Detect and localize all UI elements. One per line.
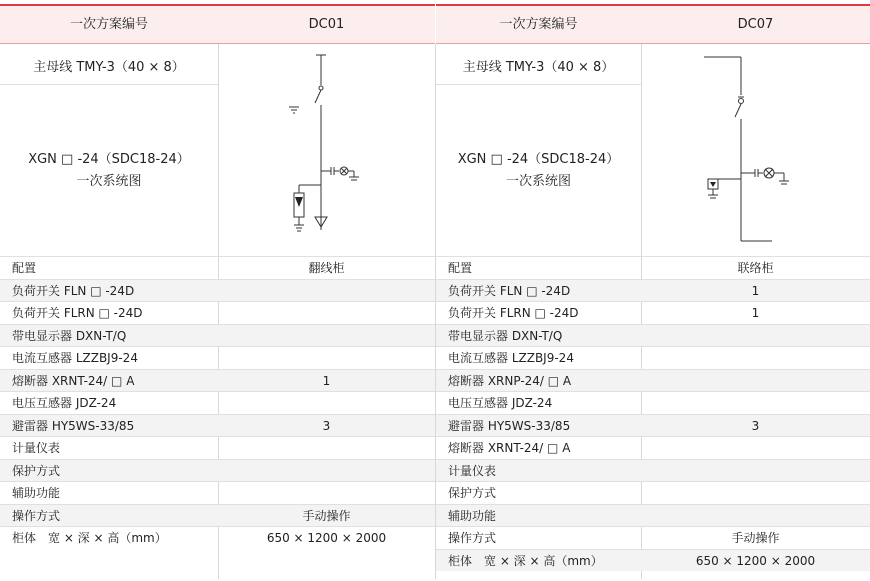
table-row: [0, 459, 435, 481]
row-value: [218, 325, 435, 347]
row-value: 翻线柜: [308, 261, 345, 275]
table-row: [436, 526, 870, 548]
header-bar-right: [436, 4, 870, 44]
row-name: 负荷开关 FLN □ -24D: [448, 283, 571, 298]
row-value: 1: [751, 283, 760, 298]
row-name: 熔断器 XRNT-24/ □ A: [12, 373, 135, 388]
row-name: 电流互感器 LZZBJ9-24: [12, 351, 138, 365]
system-diagram-label-left: 一次系统图: [76, 174, 142, 189]
table-row: [436, 504, 870, 526]
row-value: 1: [751, 306, 760, 320]
header-code-left: DC01: [308, 17, 345, 32]
table-row: [0, 504, 435, 526]
row-name: 计量仪表: [12, 441, 61, 455]
busbar-label-right: 主母线 TMY-3（40 × 8）: [462, 60, 615, 75]
row-value: 3: [751, 418, 760, 433]
row-value: 650 × 1200 × 2000: [695, 553, 816, 568]
row-name: 柜体 宽 × 深 × 高（mm）: [448, 553, 603, 568]
table-row: [0, 436, 435, 458]
row-value: [641, 325, 870, 347]
row-value: 手动操作: [731, 531, 780, 545]
row-name: 避雷器 HY5WS-33/85: [448, 418, 571, 433]
row-name: 负荷开关 FLRN □ -24D: [448, 306, 579, 320]
cabinet-model-left: XGN □ -24（SDC18-24）: [28, 152, 190, 167]
row-value: [641, 437, 870, 459]
busbar-label-left: 主母线 TMY-3（40 × 8）: [33, 60, 185, 75]
table-row: [436, 414, 870, 436]
table-row: [0, 391, 435, 413]
table-row: [0, 324, 435, 346]
table-row: [436, 279, 870, 301]
row-value: [218, 437, 435, 459]
table-row: [436, 459, 870, 481]
table-row: [436, 369, 870, 391]
row-name: 配置: [448, 261, 473, 275]
row-name: 操作方式: [12, 508, 61, 523]
cabinet-model-right: XGN □ -24（SDC18-24）: [457, 152, 620, 167]
table-row: [0, 346, 435, 368]
row-name: 避雷器 HY5WS-33/85: [12, 418, 135, 433]
row-name: 熔断器 XRNP-24/ □ A: [448, 373, 572, 388]
table-row: [436, 346, 870, 368]
row-name: 负荷开关 FLN □ -24D: [12, 283, 135, 298]
row-value: [641, 460, 870, 482]
row-value: 1: [322, 373, 331, 388]
table-row: [436, 481, 870, 503]
row-value: [641, 505, 870, 527]
row-value: [218, 460, 435, 482]
row-value: 手动操作: [302, 508, 351, 523]
row-value: [218, 302, 435, 324]
row-value: [641, 347, 870, 369]
row-value: [218, 280, 435, 302]
row-value: [218, 347, 435, 369]
header-bar-left: [0, 4, 435, 44]
row-value: [641, 482, 870, 504]
row-name: 配置: [12, 261, 37, 275]
row-name: 辅助功能: [12, 486, 61, 500]
table-row: [0, 414, 435, 436]
table-row: [0, 481, 435, 503]
row-name: 负荷开关 FLRN □ -24D: [12, 306, 143, 320]
row-value: [641, 370, 870, 392]
single-line-diagram-dc07: [642, 45, 870, 255]
row-name: 带电显示器 DXN-T/Q: [12, 328, 127, 343]
table-row: [436, 391, 870, 413]
row-value: [641, 392, 870, 414]
header-label-right: 一次方案编号: [499, 17, 578, 32]
row-name: 保护方式: [12, 463, 61, 478]
row-name: 电压互感器 JDZ-24: [12, 396, 117, 410]
table-row: [0, 526, 435, 548]
row-name: 保护方式: [448, 486, 497, 500]
table-row: [0, 301, 435, 323]
divider: [0, 84, 218, 85]
row-name: 电流互感器 LZZBJ9-24: [448, 351, 574, 365]
row-name: 带电显示器 DXN-T/Q: [448, 328, 563, 343]
table-row: [436, 324, 870, 346]
row-value: 3: [322, 418, 331, 433]
row-name: 计量仪表: [448, 463, 497, 478]
row-name: 电压互感器 JDZ-24: [448, 396, 553, 410]
row-name: 操作方式: [448, 531, 497, 545]
single-line-diagram-dc01: [219, 45, 435, 255]
row-value: 联络柜: [737, 261, 774, 275]
row-value: [218, 482, 435, 504]
table-row: [436, 301, 870, 323]
table-row: [0, 279, 435, 301]
header-code-right: DC07: [737, 17, 774, 32]
table-row: [0, 256, 435, 278]
table-row: [436, 436, 870, 458]
row-value: [218, 392, 435, 414]
row-name: 柜体 宽 × 深 × 高（mm）: [12, 531, 167, 545]
table-row: [0, 369, 435, 391]
row-name: 辅助功能: [448, 508, 497, 523]
header-label-left: 一次方案编号: [69, 17, 148, 32]
row-value: 650 × 1200 × 2000: [266, 531, 387, 545]
table-row: [436, 256, 870, 278]
row-name: 熔断器 XRNT-24/ □ A: [448, 441, 571, 455]
divider: [436, 84, 641, 85]
table-row: [436, 549, 870, 571]
system-diagram-label-right: 一次系统图: [505, 174, 571, 189]
